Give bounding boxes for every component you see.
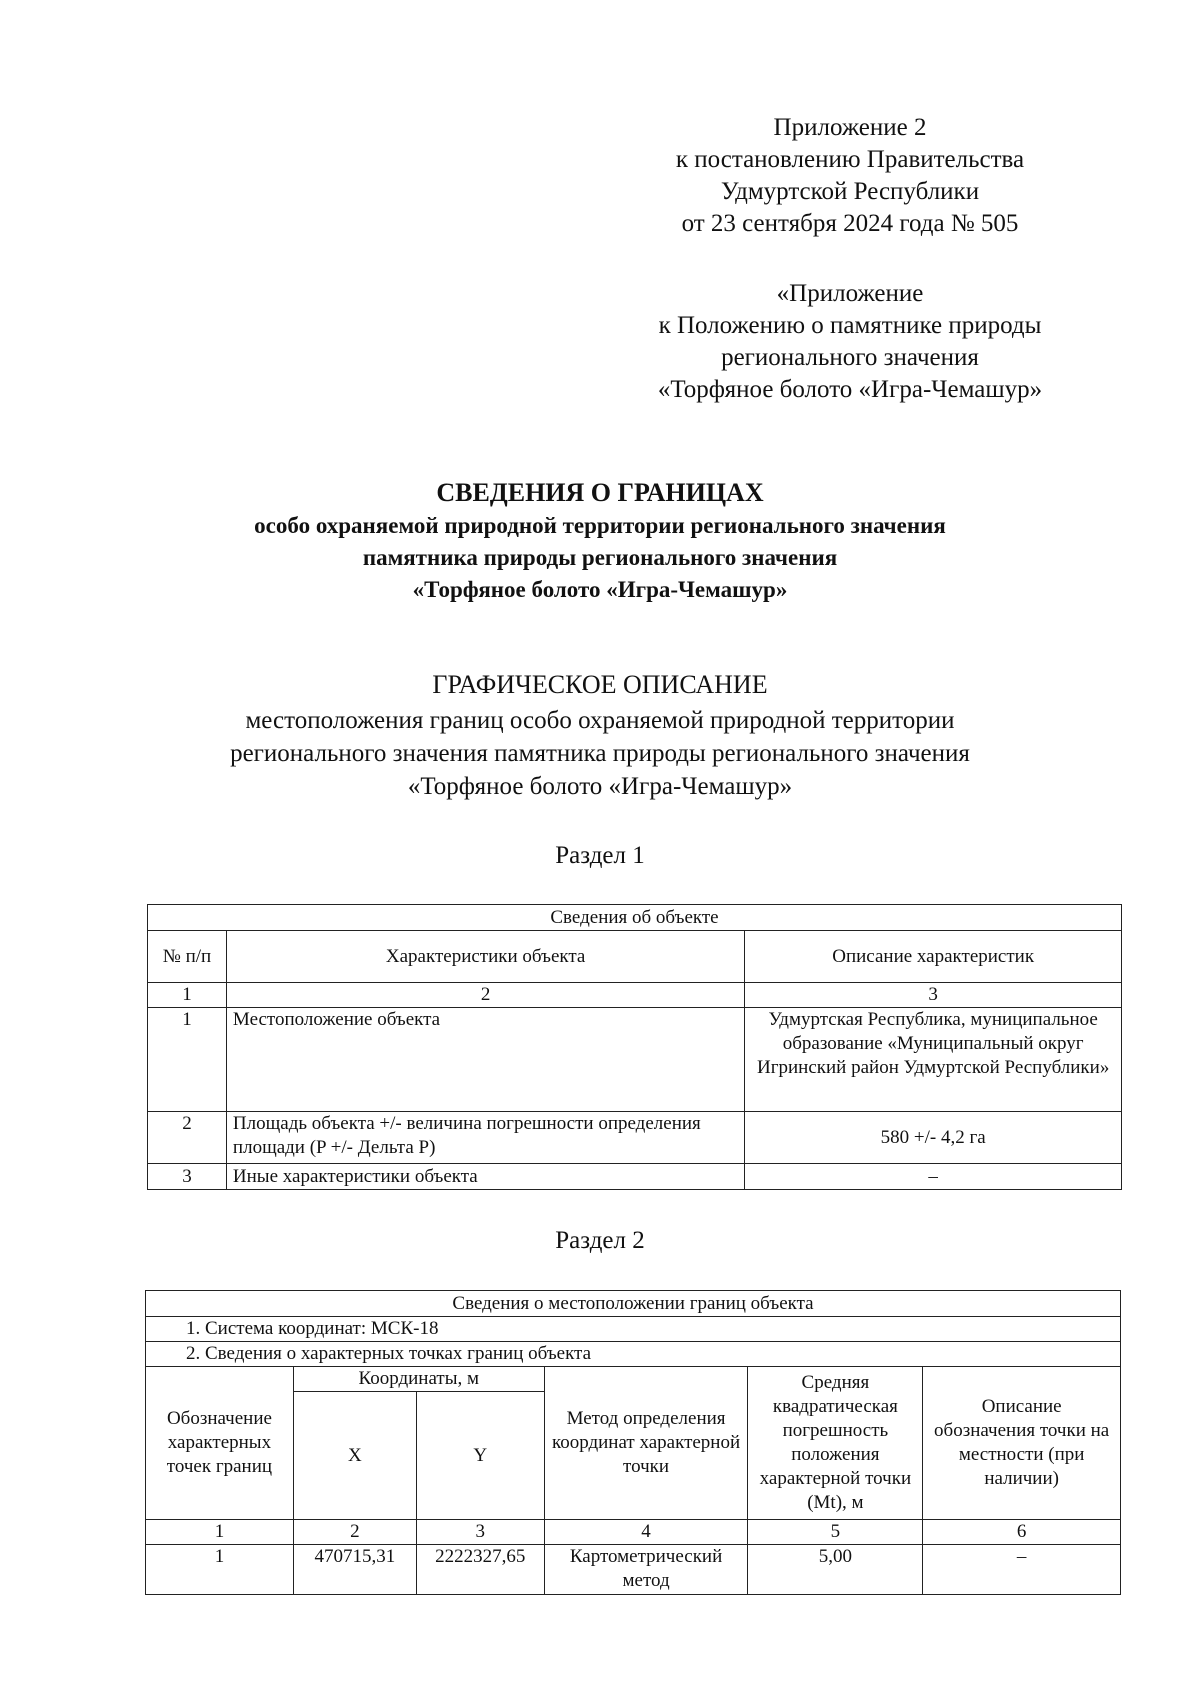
table-row	[148, 1112, 1122, 1164]
document-title	[100, 476, 1100, 606]
coordinate-system: 1. Система координат: МСК-18	[146, 1317, 1121, 1342]
appendix-header	[600, 112, 1100, 240]
appendix-inner-line: регионального значения	[721, 344, 979, 371]
section-1-title: Раздел 1	[555, 842, 645, 869]
appendix-line: от 23 сентября 2024 года № 505	[681, 210, 1019, 237]
appendix-inner-line: «Торфяное болото «Игра-Чемашур»	[657, 376, 1043, 403]
col-number: 3	[745, 983, 1122, 1008]
col-number: 3	[416, 1520, 544, 1545]
table-title: Сведения о местоположении границ объекта	[146, 1291, 1121, 1317]
col-number: 6	[923, 1520, 1121, 1545]
header-y: Y	[416, 1392, 544, 1520]
graphic-line-3: регионального значения памятника природы регионального значения	[230, 740, 970, 767]
graphic-line-4: «Торфяное болото «Игра-Чемашур»	[407, 773, 793, 800]
point-id: 1	[146, 1545, 294, 1595]
col-number: 4	[544, 1520, 748, 1545]
col-number: 2	[293, 1520, 416, 1545]
table-row	[148, 1008, 1122, 1112]
point-x: 470715,31	[293, 1545, 416, 1595]
title-line-4: «Торфяное болото «Игра-Чемашур»	[412, 577, 788, 602]
row-name: Местоположение объекта	[226, 1008, 744, 1112]
appendix-line: Удмуртской Республики	[720, 178, 980, 205]
point-y: 2222327,65	[416, 1545, 544, 1595]
appendix-line: к постановлению Правительства	[675, 146, 1025, 173]
row-name: Площадь объекта +/- величина погрешности определения площади (P +/- Дельта P)	[226, 1112, 744, 1164]
section-2-title: Раздел 2	[555, 1227, 645, 1254]
appendix-inner-header	[600, 278, 1100, 406]
appendix-line: Приложение 2	[773, 114, 927, 141]
point-error: 5,00	[748, 1545, 923, 1595]
header-x: X	[293, 1392, 416, 1520]
row-desc: –	[745, 1164, 1122, 1190]
row-num: 2	[148, 1112, 227, 1164]
point-method: Картометрический метод	[544, 1545, 748, 1595]
object-info-table	[147, 904, 1122, 1190]
col-number: 1	[148, 983, 227, 1008]
point-description: –	[923, 1545, 1121, 1595]
title-line-3: памятника природы регионального значения	[362, 545, 838, 570]
appendix-inner-line: к Положению о памятнике природы	[658, 312, 1042, 339]
graphic-description	[100, 668, 1100, 803]
table-row	[146, 1545, 1121, 1595]
table-row	[148, 1164, 1122, 1190]
header-method: Метод определения координат характерной точки	[544, 1367, 748, 1520]
title-line-1: СВЕДЕНИЯ О ГРАНИЦАХ	[436, 478, 764, 507]
row-num: 3	[148, 1164, 227, 1190]
col-number: 2	[226, 983, 744, 1008]
col-number: 5	[748, 1520, 923, 1545]
appendix-inner-line: «Приложение	[776, 280, 924, 307]
header-coordinates: Координаты, м	[293, 1367, 544, 1392]
header-description: Описание характеристик	[745, 931, 1122, 983]
row-desc: 580 +/- 4,2 га	[745, 1112, 1122, 1164]
graphic-title: ГРАФИЧЕСКОЕ ОПИСАНИЕ	[432, 670, 768, 699]
col-number: 1	[146, 1520, 294, 1545]
row-name: Иные характеристики объекта	[226, 1164, 744, 1190]
header-characteristics: Характеристики объекта	[226, 931, 744, 983]
row-num: 1	[148, 1008, 227, 1112]
graphic-line-2: местоположения границ особо охраняемой природной территории	[245, 707, 955, 734]
table-title: Сведения об объекте	[148, 905, 1122, 931]
boundary-points-table	[145, 1290, 1121, 1595]
header-point-description: Описание обозначения точки на местности (при наличии)	[923, 1367, 1121, 1520]
header-num: № п/п	[148, 931, 227, 983]
header-error: Средняя квадратическая погрешность положения характерной точки (Mt), м	[748, 1367, 923, 1520]
points-title: 2. Сведения о характерных точках границ объекта	[146, 1342, 1121, 1367]
row-desc: Удмуртская Республика, муниципальное образование «Муниципальный округ Игринский район Удмуртской Республики»	[745, 1008, 1122, 1112]
title-line-2: особо охраняемой природной территории регионального значения	[254, 513, 946, 538]
header-designation: Обозначение характерных точек границ	[146, 1367, 294, 1520]
